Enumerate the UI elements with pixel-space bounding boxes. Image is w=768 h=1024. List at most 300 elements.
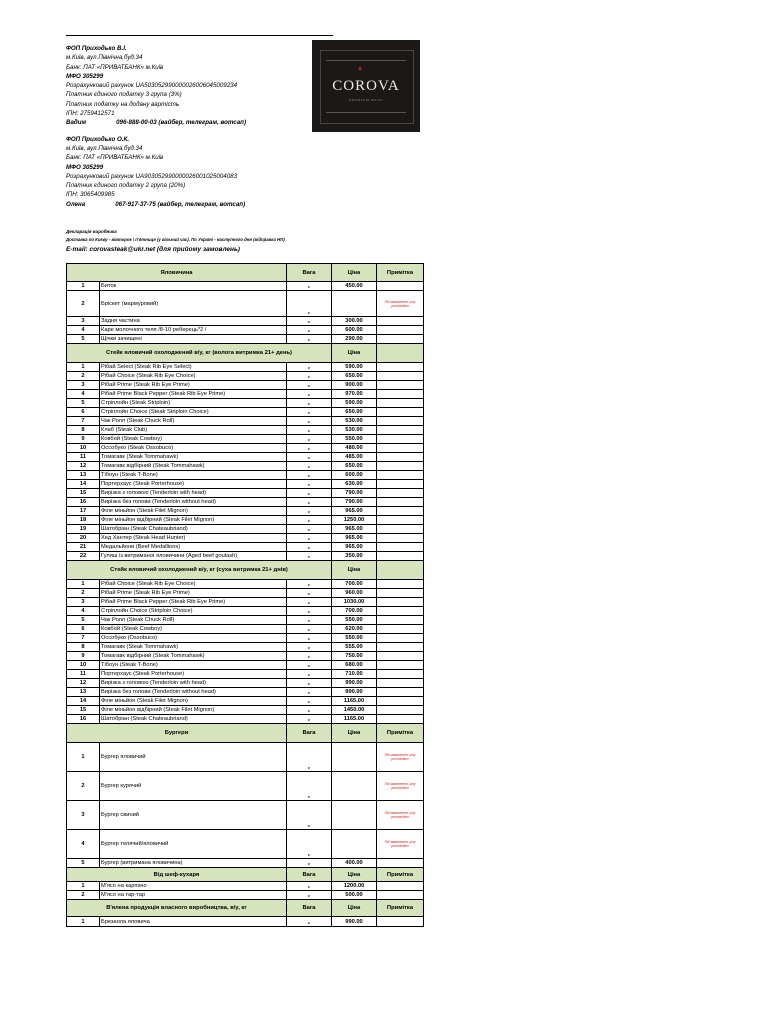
unit-cell: кг xyxy=(287,381,332,390)
table-row xyxy=(66,381,424,390)
note-cell xyxy=(377,507,424,516)
company2-ipn: ІПН: 3065409985 xyxy=(66,191,115,199)
company1-tax1: Платник єдиного податку 3 група (3%) xyxy=(66,91,182,99)
product-name: Рібай Prime (Steak Rib Eye Prime) xyxy=(100,589,287,598)
product-name: Чак Ролл (Steak Chuck Roll) xyxy=(100,616,287,625)
table-row xyxy=(66,408,424,417)
product-name: Бургер курячий xyxy=(100,772,287,801)
note-header: Примітка xyxy=(377,724,424,743)
row-number: 20 xyxy=(66,534,100,543)
table-row xyxy=(66,616,424,625)
company2-address: м.Київ, вул.Північна,буд.34 xyxy=(66,144,143,152)
unit-cell: кг xyxy=(287,372,332,381)
unit-cell: кг xyxy=(287,471,332,480)
section-title: Яловичина xyxy=(66,263,287,282)
product-name: Рібай Prime Black Pepper (Steak Rib Eye Prime) xyxy=(100,598,287,607)
unit-cell: кг xyxy=(287,282,332,291)
unit-cell: кг xyxy=(287,670,332,679)
product-name: Філе міньйон відбірний (Steak Filet Mignon) xyxy=(100,706,287,715)
row-number: 1 xyxy=(66,363,100,372)
unit-cell: кг xyxy=(287,291,332,317)
note-cell xyxy=(377,471,424,480)
row-number: 7 xyxy=(66,634,100,643)
company2-account: Розрахунковий рахунок UA903052990000026001025004083 xyxy=(66,172,238,180)
company1-address: м.Київ, вул.Північна,буд.34 xyxy=(66,54,143,62)
row-number: 8 xyxy=(66,643,100,652)
table-row xyxy=(66,444,424,453)
row-number: 17 xyxy=(66,507,100,516)
table-row xyxy=(66,372,424,381)
price-cell: 1165.00 xyxy=(332,697,377,706)
company1-contact-name: Вадим xyxy=(66,119,87,127)
unit-cell: кг xyxy=(287,598,332,607)
unit-cell: кг xyxy=(287,801,332,830)
product-name: М'ясо на карпачо xyxy=(100,882,287,891)
row-number: 6 xyxy=(66,408,100,417)
table-row xyxy=(66,589,424,598)
weight-header: Вага xyxy=(287,263,332,282)
row-number: 10 xyxy=(66,444,100,453)
price-cell: 700.00 xyxy=(332,607,377,616)
top-rule xyxy=(66,35,333,36)
price-cell: 1165.00 xyxy=(332,715,377,724)
section-header xyxy=(66,344,424,363)
table-row xyxy=(66,830,424,859)
product-name: Вирізка з головою (Tenderloin with head) xyxy=(100,679,287,688)
product-name: Бургер яловичий xyxy=(100,743,287,772)
section-header xyxy=(66,263,424,282)
note-cell xyxy=(377,543,424,552)
note-header xyxy=(377,344,424,363)
note-cell xyxy=(377,335,424,344)
price-cell: 530.00 xyxy=(332,417,377,426)
row-number: 16 xyxy=(66,498,100,507)
row-number: 5 xyxy=(66,399,100,408)
row-number: 3 xyxy=(66,381,100,390)
section-title: Від шеф-кухаря xyxy=(66,868,287,882)
company-header xyxy=(66,44,306,209)
note-cell xyxy=(377,363,424,372)
section-header xyxy=(66,900,424,917)
note-cell xyxy=(377,282,424,291)
row-number: 2 xyxy=(66,891,100,900)
table-row xyxy=(66,652,424,661)
row-number: 15 xyxy=(66,489,100,498)
price-cell: 790.00 xyxy=(332,489,377,498)
unit-cell: кг xyxy=(287,643,332,652)
note-cell xyxy=(377,859,424,868)
table-row xyxy=(66,471,424,480)
row-number: 1 xyxy=(66,882,100,891)
table-row xyxy=(66,801,424,830)
unit-cell: кг xyxy=(287,444,332,453)
table-row xyxy=(66,534,424,543)
price-cell: 1030.00 xyxy=(332,598,377,607)
product-name: Каре молочного теля /8-10 реберець*2 / xyxy=(100,326,287,335)
row-number: 14 xyxy=(66,480,100,489)
price-cell: 750.00 xyxy=(332,652,377,661)
note-cell: Під замовлення, ціну уточнюйте xyxy=(377,291,424,317)
note-cell: Під замовлення, ціну уточнюйте xyxy=(377,801,424,830)
price-cell: 790.00 xyxy=(332,498,377,507)
unit-cell: кг xyxy=(287,462,332,471)
table-row xyxy=(66,543,424,552)
unit-cell: кг xyxy=(287,408,332,417)
price-cell: 290.00 xyxy=(332,335,377,344)
row-number: 19 xyxy=(66,525,100,534)
product-name: Філе міньйон (Steak Filet Mignon) xyxy=(100,507,287,516)
company1-account: Розрахунковий рахунок UA503052990000026006045009234 xyxy=(66,82,238,90)
price-cell: 650.00 xyxy=(332,372,377,381)
row-number: 1 xyxy=(66,917,100,927)
order-email: E-mail: corovasteak@ukr.net (для прийому замовлень) xyxy=(66,246,240,253)
unit-cell: кг xyxy=(287,652,332,661)
product-name: Щічки зачищені xyxy=(100,335,287,344)
product-name: Задня частина xyxy=(100,317,287,326)
row-number: 5 xyxy=(66,616,100,625)
unit-cell: кг xyxy=(287,335,332,344)
unit-cell: кг xyxy=(287,453,332,462)
company2-name: ФОП Приходько О.К. xyxy=(66,135,130,143)
note-header: Примітка xyxy=(377,900,424,917)
price-cell: 650.00 xyxy=(332,462,377,471)
corova-logo xyxy=(312,40,420,132)
note-cell xyxy=(377,634,424,643)
row-number: 7 xyxy=(66,417,100,426)
note-cell xyxy=(377,917,424,927)
table-row xyxy=(66,399,424,408)
table-row xyxy=(66,859,424,868)
row-number: 2 xyxy=(66,589,100,598)
unit-cell: кг xyxy=(287,516,332,525)
note-header: Примітка xyxy=(377,263,424,282)
product-name: Тібоун (Steak T-Bone) xyxy=(100,471,287,480)
note-cell xyxy=(377,453,424,462)
row-number: 14 xyxy=(66,697,100,706)
table-row xyxy=(66,743,424,772)
note-cell xyxy=(377,390,424,399)
note-cell xyxy=(377,697,424,706)
row-number: 9 xyxy=(66,652,100,661)
note-cell xyxy=(377,534,424,543)
price-cell xyxy=(332,830,377,859)
price-cell: 300.00 xyxy=(332,317,377,326)
row-number: 4 xyxy=(66,830,100,859)
note-cell xyxy=(377,381,424,390)
unit-cell: кг xyxy=(287,317,332,326)
price-cell: 965.00 xyxy=(332,534,377,543)
row-number: 22 xyxy=(66,552,100,561)
section-title: Стейк яловичий охолоджений в/у, кг (волога витримка 21+ день) xyxy=(66,344,332,363)
product-name: Оссобуко (Ossobuco) xyxy=(100,634,287,643)
table-row xyxy=(66,634,424,643)
note-cell: Під замовлення, ціну уточнюйте xyxy=(377,772,424,801)
product-name: Бургер свиний xyxy=(100,801,287,830)
company1-name: ФОП Приходько В.І. xyxy=(66,45,127,52)
row-number: 21 xyxy=(66,543,100,552)
price-cell: 590.00 xyxy=(332,363,377,372)
product-name: Тібоун (Steak T-Bone) xyxy=(100,661,287,670)
unit-cell: кг xyxy=(287,507,332,516)
unit-cell: кг xyxy=(287,589,332,598)
price-cell: 970.00 xyxy=(332,390,377,399)
price-cell: 630.00 xyxy=(332,480,377,489)
note-cell xyxy=(377,417,424,426)
company1-contact xyxy=(66,118,306,127)
note-cell xyxy=(377,462,424,471)
table-row xyxy=(66,715,424,724)
row-number: 4 xyxy=(66,607,100,616)
note-cell xyxy=(377,580,424,589)
company2-contact xyxy=(66,200,306,209)
price-cell: 620.00 xyxy=(332,625,377,634)
product-name: Чак Ролл (Steak Chuck Roll) xyxy=(100,417,287,426)
note-cell xyxy=(377,715,424,724)
price-cell xyxy=(332,743,377,772)
price-cell: 550.00 xyxy=(332,634,377,643)
price-cell: 1200.00 xyxy=(332,882,377,891)
price-cell: 550.00 xyxy=(332,616,377,625)
table-row xyxy=(66,489,424,498)
table-row xyxy=(66,607,424,616)
row-number: 2 xyxy=(66,291,100,317)
note-cell xyxy=(377,480,424,489)
note-cell xyxy=(377,625,424,634)
table-row xyxy=(66,706,424,715)
price-cell: 480.00 xyxy=(332,444,377,453)
table-row xyxy=(66,282,424,291)
unit-cell: кг xyxy=(287,607,332,616)
section-header xyxy=(66,868,424,882)
note-cell xyxy=(377,891,424,900)
note-cell: Під замовлення, ціну уточнюйте xyxy=(377,830,424,859)
product-name: Биток xyxy=(100,282,287,291)
unit-cell: кг xyxy=(287,525,332,534)
unit-cell: кг xyxy=(287,688,332,697)
note-cell xyxy=(377,616,424,625)
company2-contact-phone: 067-917-37-75 (вайбер, телеграм, вотсап) xyxy=(115,200,246,208)
unit-cell: кг xyxy=(287,326,332,335)
row-number: 13 xyxy=(66,471,100,480)
note-cell xyxy=(377,589,424,598)
price-header: Ціна xyxy=(332,724,377,743)
row-number: 11 xyxy=(66,670,100,679)
note-cell xyxy=(377,670,424,679)
unit-cell: кг xyxy=(287,616,332,625)
row-number: 16 xyxy=(66,715,100,724)
row-number: 3 xyxy=(66,317,100,326)
row-number: 4 xyxy=(66,326,100,335)
table-row xyxy=(66,917,424,927)
table-row xyxy=(66,363,424,372)
price-cell: 965.00 xyxy=(332,543,377,552)
note-cell xyxy=(377,598,424,607)
note-cell xyxy=(377,688,424,697)
product-name: Томагавк (Steak Tommahawk) xyxy=(100,643,287,652)
table-row xyxy=(66,480,424,489)
unit-cell: кг xyxy=(287,634,332,643)
table-row xyxy=(66,697,424,706)
product-name: Томагавк відбірний (Steak Tommahawk) xyxy=(100,462,287,471)
price-cell: 990.00 xyxy=(332,688,377,697)
price-cell: 555.00 xyxy=(332,643,377,652)
logo-ornament-top xyxy=(326,60,406,61)
price-cell: 700.00 xyxy=(332,580,377,589)
row-number: 9 xyxy=(66,435,100,444)
price-cell: 990.00 xyxy=(332,679,377,688)
product-name: Рібай Select (Steak Rib Eye Select) xyxy=(100,363,287,372)
note-cell xyxy=(377,661,424,670)
company2-contact-name: Олена xyxy=(66,200,86,208)
company1-mfo: МФО 305299 xyxy=(66,72,104,80)
table-row xyxy=(66,882,424,891)
section-title: Бургери xyxy=(66,724,287,743)
note-header xyxy=(377,561,424,580)
unit-cell: кг xyxy=(287,417,332,426)
note-cell xyxy=(377,326,424,335)
price-cell: 650.00 xyxy=(332,408,377,417)
table-row xyxy=(66,453,424,462)
row-number: 12 xyxy=(66,462,100,471)
price-cell: 900.00 xyxy=(332,381,377,390)
row-number: 11 xyxy=(66,453,100,462)
row-number: 6 xyxy=(66,625,100,634)
product-name: Вирізка без голови (Tenderloin without head) xyxy=(100,688,287,697)
note-cell xyxy=(377,444,424,453)
price-cell: 530.00 xyxy=(332,426,377,435)
unit-cell: кг xyxy=(287,859,332,868)
price-cell: 965.00 xyxy=(332,525,377,534)
product-name: Рібай Prime Black Pepper (Steak Rib Eye Prime) xyxy=(100,390,287,399)
price-cell: 500.00 xyxy=(332,891,377,900)
unit-cell: кг xyxy=(287,661,332,670)
weight-header: Вага xyxy=(287,900,332,917)
note-cell xyxy=(377,706,424,715)
note-cell xyxy=(377,372,424,381)
table-row xyxy=(66,390,424,399)
row-number: 1 xyxy=(66,743,100,772)
notes-block xyxy=(66,228,396,255)
table-row xyxy=(66,317,424,326)
product-name: Брiскет (мармуровий) xyxy=(100,291,287,317)
table-row xyxy=(66,670,424,679)
table-row xyxy=(66,772,424,801)
price-cell: 965.00 xyxy=(332,507,377,516)
section-header xyxy=(66,561,424,580)
unit-cell: кг xyxy=(287,772,332,801)
table-row xyxy=(66,598,424,607)
product-name: Рібай Choice (Steak Rib Eye Choice) xyxy=(100,372,287,381)
bull-icon: ♦ xyxy=(358,64,363,73)
unit-cell: кг xyxy=(287,830,332,859)
table-row xyxy=(66,426,424,435)
price-cell: 680.00 xyxy=(332,661,377,670)
product-name: Шатобріан (Steak Chateaubriand) xyxy=(100,525,287,534)
delivery-note: Доставка по Києву - вівторок і п'ятниця (у вільний час). По Україні - наступного дня (відправка НП) xyxy=(66,237,285,242)
unit-cell: кг xyxy=(287,534,332,543)
note-header: Примітка xyxy=(377,868,424,882)
table-row xyxy=(66,335,424,344)
product-name: Оссобуко (Steak Ossobuco) xyxy=(100,444,287,453)
price-header: Ціна xyxy=(332,344,377,363)
table-row xyxy=(66,462,424,471)
price-header: Ціна xyxy=(332,868,377,882)
logo-ornament-bottom xyxy=(326,112,406,113)
company2-bank: Банк: ПАТ «ПРИВАТБАНК» м.Київ xyxy=(66,154,164,162)
note-cell xyxy=(377,679,424,688)
note-cell xyxy=(377,498,424,507)
note-cell xyxy=(377,408,424,417)
section-title: В'ялена продукція власного виробництва, в/у, кг xyxy=(66,900,287,917)
section-title: Стейк яловичий охолоджений в/у, кг (суха витримка 21+ днів) xyxy=(66,561,332,580)
weight-header: Вага xyxy=(287,724,332,743)
price-header: Ціна xyxy=(332,561,377,580)
table-row xyxy=(66,507,424,516)
note-cell xyxy=(377,489,424,498)
price-cell xyxy=(332,291,377,317)
row-number: 5 xyxy=(66,859,100,868)
unit-cell: кг xyxy=(287,891,332,900)
company2-mfo: МФО 305299 xyxy=(66,163,104,171)
company1-contact-phone: 096-888-00-03 (вайбер, телеграм, вотсап) xyxy=(116,119,247,127)
product-name: М'ясо на тар-тар xyxy=(100,891,287,900)
table-row xyxy=(66,498,424,507)
unit-cell: кг xyxy=(287,435,332,444)
unit-cell: кг xyxy=(287,715,332,724)
price-cell: 400.00 xyxy=(332,859,377,868)
unit-cell: кг xyxy=(287,480,332,489)
price-cell: 550.00 xyxy=(332,435,377,444)
row-number: 2 xyxy=(66,372,100,381)
unit-cell: кг xyxy=(287,743,332,772)
product-name: Стріплойн Choice (Steak Striploin Choice) xyxy=(100,408,287,417)
price-cell: 960.00 xyxy=(332,589,377,598)
note-cell xyxy=(377,607,424,616)
product-name: Вирізка без голови (Tenderloin without head) xyxy=(100,498,287,507)
table-row xyxy=(66,661,424,670)
product-name: Гуляш із витриманої яловичини (Aged beef goulash) xyxy=(100,552,287,561)
price-cell: 485.00 xyxy=(332,453,377,462)
unit-cell: кг xyxy=(287,426,332,435)
price-header: Ціна xyxy=(332,900,377,917)
product-name: Брезаола яловича xyxy=(100,917,287,927)
price-cell: 350.00 xyxy=(332,552,377,561)
product-name: Вирізка з головою (Tenderloin with head) xyxy=(100,489,287,498)
price-cell: 600.00 xyxy=(332,471,377,480)
product-name: Рібай Choice (Steak Rib Eye Choice) xyxy=(100,580,287,589)
company1-tax2: Платник податку на додану вартість xyxy=(66,100,180,108)
company2-tax1: Платник єдиного податку 2 група (20%) xyxy=(66,182,186,190)
table-row xyxy=(66,525,424,534)
note-cell: Під замовлення, ціну уточнюйте xyxy=(377,743,424,772)
table-row xyxy=(66,643,424,652)
logo-subtitle: PREMIUM MEAT xyxy=(349,98,383,102)
product-name: Рібай Prime (Steak Rib Eye Prime) xyxy=(100,381,287,390)
price-cell xyxy=(332,772,377,801)
table-row xyxy=(66,291,424,317)
product-name: Ковбой (Steak Cowboy) xyxy=(100,625,287,634)
row-number: 1 xyxy=(66,580,100,589)
company1-ipn: ІПН: 2759412571 xyxy=(66,110,115,118)
row-number: 12 xyxy=(66,679,100,688)
row-number: 5 xyxy=(66,335,100,344)
price-cell: 600.00 xyxy=(332,326,377,335)
table-row xyxy=(66,516,424,525)
price-cell: 590.00 xyxy=(332,399,377,408)
note-cell xyxy=(377,317,424,326)
product-name: Хед Хантер (Steak Head Hunter) xyxy=(100,534,287,543)
row-number: 1 xyxy=(66,282,100,291)
